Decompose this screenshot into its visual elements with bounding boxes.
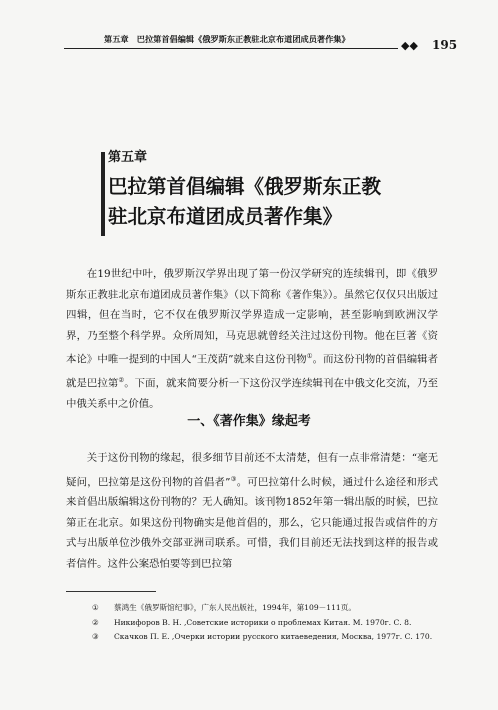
origin-paragraph (66, 448, 438, 574)
footnote-mark: ② (92, 617, 99, 627)
footnote-mark: ① (92, 603, 99, 612)
footnotes (92, 601, 452, 645)
intro-text-a: 在19世纪中叶，俄罗斯汉学界出现了第一份汉学研究的连续辑刊，即《俄罗斯东正教驻北京布道团成员著作集》（以下简称《著作集》）。虽然它仅仅只出版过四辑，但在当时，它不仅在俄罗斯汉学界造成一定影响，甚至影响到欧洲汉学界，乃至整个科学界。众所周知，马克思就曾经关注过这份刊物。他在巨著《资本论》中唯一提到的中国人“王茂荫”就来自这份刊物 (66, 268, 438, 366)
footnote-rule (66, 591, 156, 592)
chapter-label: 第五章 (108, 150, 148, 165)
chapter-bar-decoration (101, 152, 105, 236)
section-heading: 一、《著作集》缘起考 (187, 414, 311, 429)
page-number: 195 (432, 38, 458, 52)
diamond-ornament-icon: ◆◆ (401, 39, 418, 52)
footnote-item (92, 630, 452, 645)
intro-paragraph (66, 264, 438, 414)
footnote-ref-2[interactable]: ② (118, 375, 125, 384)
footnote-item (92, 601, 452, 616)
footnote-text: 蔡鸿生《俄罗斯馆纪事》，广东人民出版社，1994年，第109－111页。 (114, 603, 356, 612)
chapter-heading (108, 150, 448, 232)
origin-text-b: 。可巴拉第什么时候，通过什么途径和形式来首倡出版编辑这份刊物的？无人确知。该刊物1852年第一辑出版的时候，巴拉第正在北京。如果这份刊物确实是他首倡的，那么，它只能通过报告或信件的方式与出版单位沙俄外交部亚洲司联系。可惜，我们目前还无法找到这样的报告或者信件。这件公案恐怕要等到巴拉第 (66, 475, 439, 570)
footnote-ref-1[interactable]: ① (306, 352, 313, 360)
intro-text-b: 。而这份刊物的首倡编辑者就是巴拉第 (66, 353, 439, 390)
chapter-title (108, 172, 448, 232)
footnote-text: Скачков П. Е. ,Очерки истории русского китаеведения, Москва, 1977г. С. 170. (114, 632, 433, 641)
footnote-item (92, 616, 452, 631)
running-head-text: 第五章 巴拉第首倡编辑《俄罗斯东正教驻北京布道团成员著作集》 (104, 34, 350, 44)
chapter-title-line-2: 驻北京布道团成员著作集》 (108, 205, 343, 228)
origin-text-a: 关于这份刊物的缘起，很多细节目前还不太清楚，但有一点非常清楚：“毫无疑问，巴拉第是这份刊物的首倡者” (66, 452, 438, 488)
header-rule (64, 48, 398, 49)
footnote-ref-3[interactable]: ③ (230, 474, 237, 483)
running-header (64, 30, 458, 54)
chapter-title-line-1: 巴拉第首倡编辑《俄罗斯东正教 (108, 175, 382, 198)
footnote-mark: ③ (92, 632, 99, 641)
footnote-text: Никифоров В. Н. ,Советские историки о проблемах Китая. М. 1970г. С. 8. (114, 617, 412, 627)
intro-text-c: 。下面，就来简要分析一下这份汉学连续辑刊在中俄文化交流，乃至中俄关系中之价值。 (66, 377, 439, 410)
